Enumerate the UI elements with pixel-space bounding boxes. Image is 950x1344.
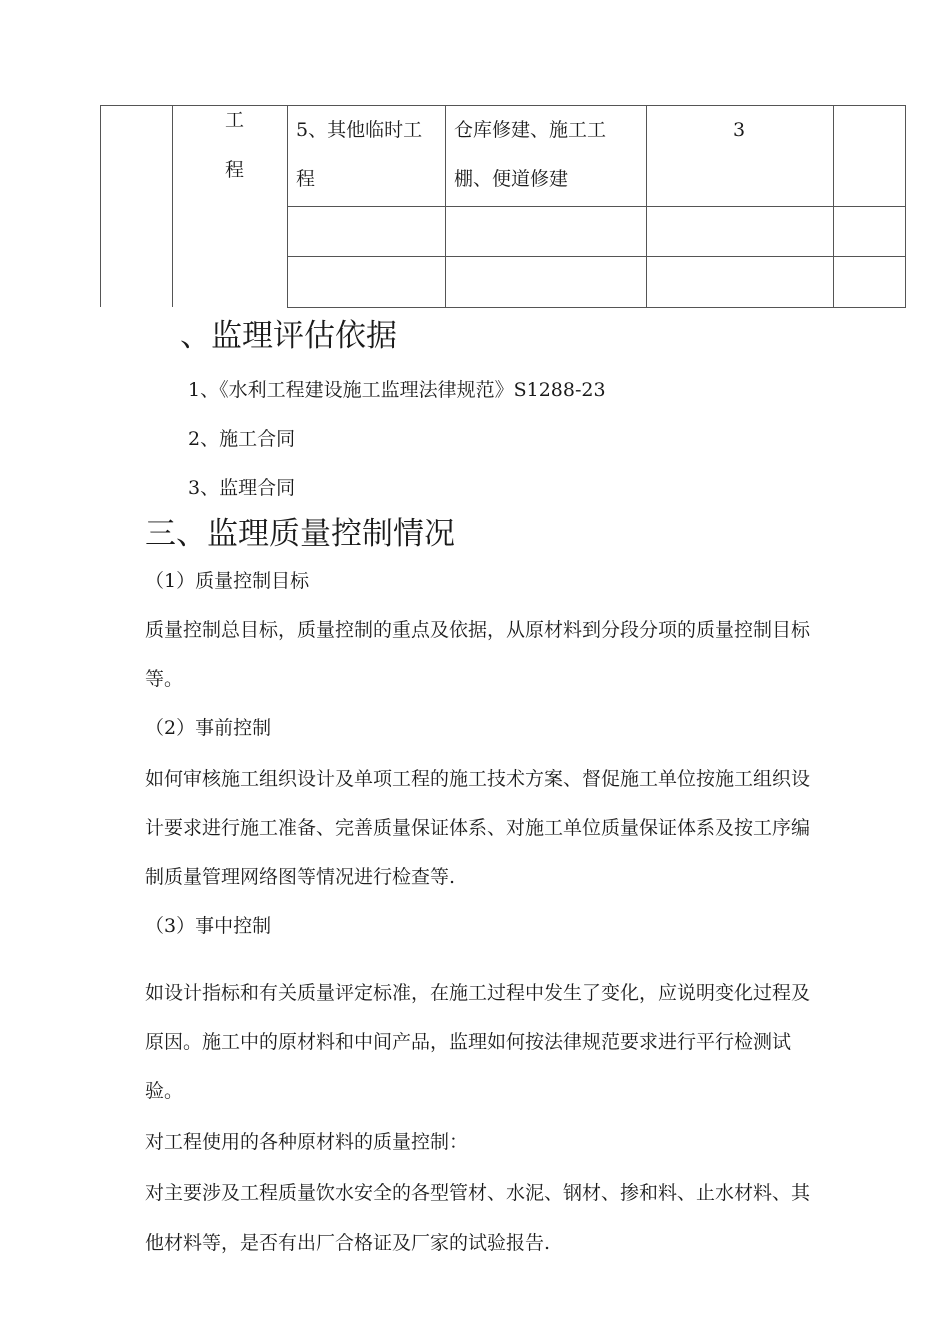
table-quantity: 3 [733,119,746,141]
section3-p2-line3: 制质量管理网络图等情况进行检查等. [145,866,456,888]
section3-p1-line2: 等。 [145,668,184,690]
table-border-v2 [172,105,173,307]
table-item-line2: 程 [296,168,316,190]
table-content-line1: 仓库修建、施工工 [454,119,607,141]
section3-p3-line2: 原因。施工中的原材料和中间产品，监理如何按法律规范要求进行平行检测试 [145,1031,792,1053]
table-category-line2: 程 [225,159,245,181]
section3-p1-line1: 质量控制总目标，质量控制的重点及依据，从原材料到分段分项的质量控制目标 [145,619,811,641]
table-item-line1: 5、其他临时工 [296,119,423,141]
section3-sub3: （3）事中控制 [145,915,272,937]
table-border-v1 [100,105,101,307]
section3-heading: 三、监理质量控制情况 [145,516,455,552]
section3-p5-line1: 对主要涉及工程质量饮水安全的各型管材、水泥、钢材、掺和料、止水材料、其 [145,1182,811,1204]
section3-p3-line3: 验。 [145,1080,184,1102]
section3-p5-line2: 他材料等，是否有出厂合格证及厂家的试验报告. [145,1232,551,1254]
section2-heading: 、监理评估依据 [180,318,397,354]
table-border-h-row2 [287,256,906,257]
section3-sub2: （2）事前控制 [145,717,272,739]
section3-sub1: （1）质量控制目标 [145,570,310,592]
section2-item-1: 1、《水利工程建设施工监理法律规范》S1288-23 [188,379,606,401]
section3-p4: 对工程使用的各种原材料的质量控制： [145,1131,469,1153]
section2-item-3: 3、监理合同 [188,477,296,499]
section3-p2-line2: 计要求进行施工准备、完善质量保证体系、对施工单位质量保证体系及按工序编 [145,817,811,839]
section2-item-2: 2、施工合同 [188,428,296,450]
table-content-line2: 棚、便道修建 [454,168,569,190]
table-category-line1: 工 [225,109,245,131]
section3-p2-line1: 如何审核施工组织设计及单项工程的施工技术方案、督促施工单位按施工组织设 [145,768,811,790]
table-border-h-row1 [287,206,906,207]
section3-p3-line1: 如设计指标和有关质量评定标准，在施工过程中发生了变化，应说明变化过程及 [145,982,811,1004]
table-border-h-bottom [287,307,906,308]
